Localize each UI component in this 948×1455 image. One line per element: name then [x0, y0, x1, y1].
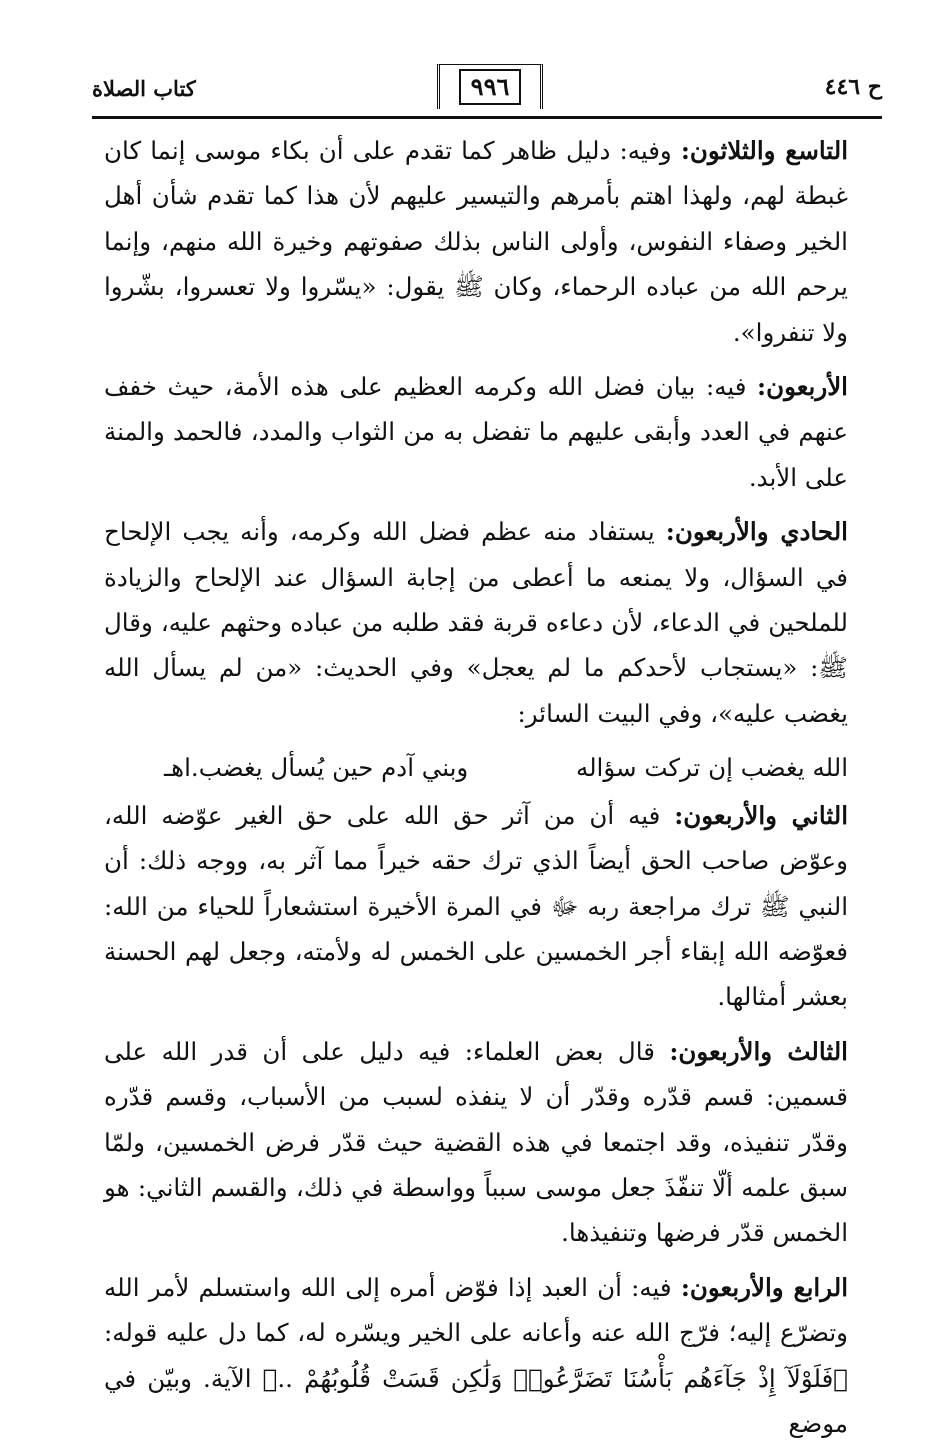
paragraph-41	[104, 509, 848, 736]
paragraph-39	[104, 128, 848, 355]
paragraph-text: وفيه: دليل ظاهر كما تقدم على أن بكاء موسى إنما كان غبطة لهم، ولهذا اهتم بأمرهم والتيسير عليهم لأن هذا كما تقدم شأن أهل الخير وصفاء النفوس، وأولى الناس بذلك صفوتهم وخيرة الله منهم، وإنما يرحم الله من عباده الرحماء، وكان ﷺ يقول: «يسّروا ولا تعسروا، بشّروا ولا تنفروا».	[104, 136, 848, 347]
paragraph-42	[104, 793, 848, 1020]
paragraph-text: يستفاد منه عظم فضل الله وكرمه، وأنه يجب الإلحاح في السؤال، ولا يمنعه ما أعطى من إجابة السؤال عند الإلحاح والزيادة للملحين في الدعاء، لأن دعاءه قربة فقد طلبه من عباده وحثهم عليه، وقال ﷺ: «يستجاب لأحدكم ما لم يعجل» وفي الحديث: «من لم يسأل الله يغضب عليه»، وفي البيت السائر:	[104, 517, 848, 728]
paragraph-heading: الثالث والأربعون:	[669, 1036, 848, 1066]
book-title: كتاب الصلاة	[92, 76, 196, 101]
verse-second-hemistich: وبني آدم حين يُسأل يغضب.اهـ	[164, 753, 469, 783]
paragraph-40	[104, 364, 848, 500]
hadith-reference: ح ٤٤٦	[824, 74, 882, 100]
paragraph-heading: الثاني والأربعون:	[674, 800, 849, 830]
paragraph-text: قال بعض العلماء: فيه دليل على أن قدر الله على قسمين: قسم قدّره وقدّر أن لا ينفذه لسبب من الأسباب، وقسم قدّره وقدّر تنفيذه، وقد اجتمعا في هذه القضية حيث قدّر فرض الخمسين، ولمّا سبق علمه ألّا تنفّذَ جعل موسى سبباً وواسطة في ذلك، والقسم الثاني: هو الخمس قدّر فرضها وتنفيذها.	[104, 1036, 848, 1248]
body-text	[104, 128, 848, 1455]
page-number-frame	[437, 64, 543, 109]
page-number: ٩٩٦	[459, 69, 522, 105]
paragraph-heading: الأربعون:	[757, 372, 848, 402]
paragraph-heading: الحادي والأربعون:	[665, 517, 848, 547]
paragraph-heading: الرابع والأربعون:	[680, 1272, 848, 1302]
paragraph-text: فيه: أن العبد إذا فوّض أمره إلى الله واستسلم لأمر الله وتضرّع إليه؛ فرّج الله عنه وأعانه على الخير ويسّره له، كما دل عليه قوله: ﴿فَلَوْلَآ إِذْ جَآءَهُم بَأْسُنَا تَضَرَّعُوا۟ وَلَٰكِن قَسَتْ قُلُوبُهُمْ ..﴾ الآية. وبيّن في موضع	[104, 1272, 848, 1438]
paragraph-text: فيه أن من آثر حق الله على حق الغير عوّضه الله، وعوّض صاحب الحق أيضاً الذي ترك حقه خيراً مما آثر به، ووجه ذلك: أن النبي ﷺ ترك مراجعة ربه ﷻ في المرة الأخيرة استشعاراً للحياء من الله: فعوّضه الله إبقاء أجر الخمسين على الخمس له ولأمته، وجعل لهم الحسنة بعشر أمثالها.	[104, 800, 848, 1012]
paragraph-43	[104, 1029, 848, 1256]
page-header	[92, 62, 882, 114]
header-divider	[92, 116, 882, 119]
paragraph-text: فيه: بيان فضل الله وكرمه العظيم على هذه الأمة، حيث خفف عنهم في العدد وأبقى عليهم ما تفضل به من الثواب والمدد، فالحمد والمنة على الأبد.	[104, 372, 848, 492]
poetry-verse	[104, 745, 848, 790]
paragraph-heading: التاسع والثلاثون:	[680, 136, 849, 165]
paragraph-44	[104, 1265, 848, 1447]
verse-first-hemistich: الله يغضب إن تركت سؤاله	[575, 753, 848, 783]
